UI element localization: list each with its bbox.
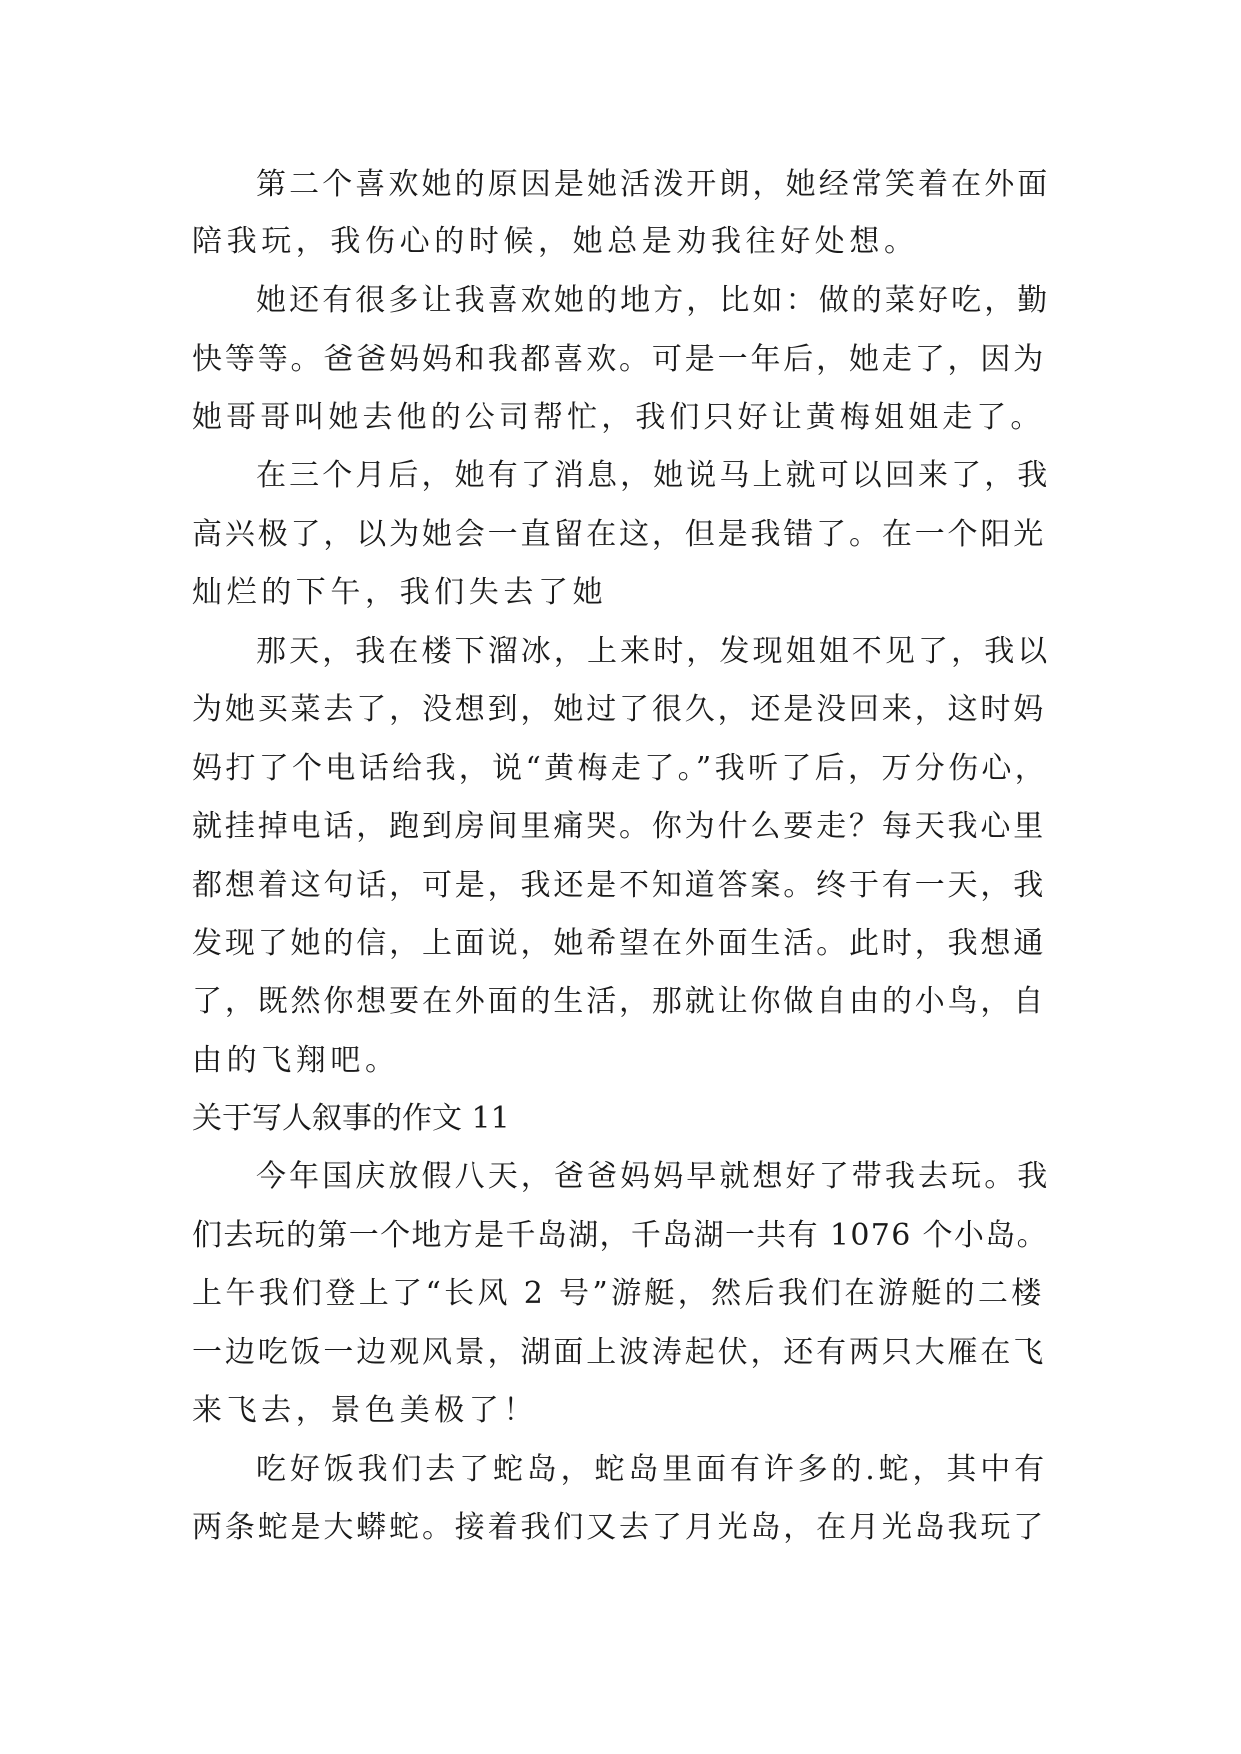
text-line: 吃好饭我们去了蛇岛，蛇岛里面有许多的.蛇，其中有 (256, 1452, 1048, 1487)
text-line: 们去玩的第一个地方是千岛湖，千岛湖一共有 1076 个小岛。 (192, 1218, 1048, 1253)
text-line: 就挂掉电话，跑到房间里痛哭。你为什么要走？每天我心里 (192, 809, 1047, 844)
text-line: 她哥哥叫她去他的公司帮忙，我们只好让黄梅姐姐走了。 (192, 400, 1045, 435)
text-line: 两条蛇是大蟒蛇。接着我们又去了月光岛，在月光岛我玩了 (192, 1510, 1047, 1545)
text-line: 为她买菜去了，没想到，她过了很久，还是没回来，这时妈 (192, 692, 1047, 727)
text-line: 高兴极了，以为她会一直留在这，但是我错了。在一个阳光 (192, 517, 1047, 552)
text-line: 那天，我在楼下溜冰，上来时，发现姐姐不见了，我以 (256, 634, 1051, 669)
text-line: 上午我们登上了“长风 2 号”游艇，然后我们在游艇的二楼 (192, 1276, 1045, 1311)
text-line: 一边吃饭一边观风景，湖面上波涛起伏，还有两只大雁在飞 (192, 1335, 1047, 1370)
text-line: 今年国庆放假八天，爸爸妈妈早就想好了带我去玩。我 (256, 1159, 1051, 1194)
text-line: 灿烂的下午，我们失去了她 (192, 575, 608, 610)
text-line: 在三个月后，她有了消息，她说马上就可以回来了，我 (256, 458, 1051, 493)
text-line: 妈打了个电话给我，说“黄梅走了。”我听了后，万分伤心， (192, 751, 1049, 786)
text-line: 第二个喜欢她的原因是她活泼开朗，她经常笑着在外面 (256, 167, 1051, 202)
section-heading: 关于写人叙事的作文 11 (192, 1101, 510, 1136)
text-line: 了，既然你想要在外面的生活，那就让你做自由的小鸟，自 (192, 984, 1047, 1019)
text-line: 她还有很多让我喜欢她的地方，比如：做的菜好吃，勤 (256, 283, 1051, 318)
text-line: 陪我玩，我伤心的时候，她总是劝我往好处想。 (192, 224, 919, 259)
text-line: 都想着这句话，可是，我还是不知道答案。终于有一天，我 (192, 868, 1047, 903)
text-line: 来飞去，景色美极了！ (192, 1393, 538, 1428)
text-line: 发现了她的信，上面说，她希望在外面生活。此时，我想通 (192, 926, 1047, 961)
text-line: 由的飞翔吧。 (192, 1043, 400, 1078)
text-line: 快等等。爸爸妈妈和我都喜欢。可是一年后，她走了，因为 (192, 342, 1047, 377)
